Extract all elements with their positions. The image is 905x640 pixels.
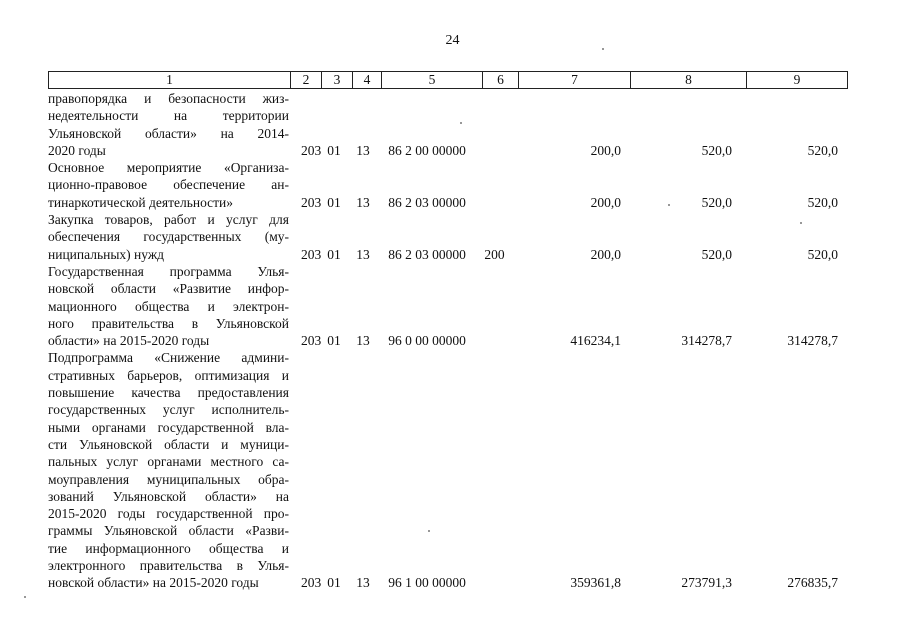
description-line: ционно-правовое обеспечение ан- bbox=[48, 177, 289, 193]
section-code: 01 bbox=[327, 246, 341, 262]
section-code: 01 bbox=[327, 194, 341, 210]
description-line: ниципальных) нужд bbox=[48, 246, 165, 262]
admin-code: 203 bbox=[301, 194, 322, 210]
amount-column-9: 520,0 bbox=[807, 194, 838, 210]
amount-column-9: 276835,7 bbox=[787, 575, 838, 591]
amount-column-8: 520,0 bbox=[701, 246, 732, 262]
section-code: 01 bbox=[327, 142, 341, 158]
subsection-code: 13 bbox=[356, 142, 370, 158]
description-line: обеспечения государственных (му- bbox=[48, 229, 289, 245]
column-header-6: 6 bbox=[483, 72, 519, 89]
description-line: электронного правительства в Улья- bbox=[48, 558, 289, 574]
description-line: Подпрограмма «Снижение админи- bbox=[48, 350, 289, 366]
target-article-code: 86 2 00 00000 bbox=[388, 142, 466, 158]
budget-table-body bbox=[48, 90, 838, 592]
scan-speck bbox=[602, 48, 604, 50]
row-description bbox=[48, 159, 289, 211]
section-code: 01 bbox=[327, 333, 341, 349]
scan-speck bbox=[800, 222, 802, 224]
section-code: 01 bbox=[327, 575, 341, 591]
row-description bbox=[48, 349, 289, 591]
target-article-code: 86 2 03 00000 bbox=[388, 194, 466, 210]
description-line: 2020 годы bbox=[48, 142, 106, 158]
column-header-5: 5 bbox=[382, 72, 483, 89]
description-line: новской области «Развитие инфор- bbox=[48, 281, 289, 297]
column-header-2: 2 bbox=[291, 72, 322, 89]
admin-code: 203 bbox=[301, 575, 322, 591]
subsection-code: 13 bbox=[356, 333, 370, 349]
description-line: ными органами государственной вла- bbox=[48, 419, 289, 435]
scan-speck bbox=[460, 122, 462, 124]
amount-column-8: 273791,3 bbox=[681, 575, 732, 591]
column-header-row bbox=[49, 72, 848, 89]
scan-speck bbox=[428, 530, 430, 532]
description-line: Государственная программа Улья- bbox=[48, 263, 289, 279]
description-line: мационного общества и электрон- bbox=[48, 298, 289, 314]
column-header-3: 3 bbox=[322, 72, 353, 89]
scan-speck bbox=[668, 204, 670, 206]
amount-column-9: 520,0 bbox=[807, 142, 838, 158]
page-number: 24 bbox=[445, 33, 460, 48]
amount-column-8: 314278,7 bbox=[681, 333, 732, 349]
description-line: граммы Ульяновской области «Разви- bbox=[48, 523, 289, 539]
description-line: тинаркотической деятельности» bbox=[48, 194, 234, 210]
table-row bbox=[48, 263, 838, 349]
subsection-code: 13 bbox=[356, 194, 370, 210]
amount-column-7: 200,0 bbox=[590, 142, 621, 158]
description-line: Ульяновской области» на 2014- bbox=[48, 125, 289, 141]
table-row bbox=[48, 349, 838, 591]
description-line: стративных барьеров, оптимизация и bbox=[48, 367, 289, 383]
expense-type-code: 200 bbox=[484, 246, 505, 262]
admin-code: 203 bbox=[301, 333, 322, 349]
amount-column-7: 416234,1 bbox=[570, 333, 621, 349]
amount-column-7: 200,0 bbox=[590, 194, 621, 210]
description-line: области» на 2015-2020 годы bbox=[48, 333, 210, 349]
description-line: зований Ульяновской области» на bbox=[48, 488, 289, 504]
amount-column-9: 314278,7 bbox=[787, 333, 838, 349]
row-description bbox=[48, 90, 289, 159]
amount-column-7: 200,0 bbox=[590, 246, 621, 262]
description-line: правопорядка и безопасности жиз- bbox=[48, 91, 289, 106]
description-line: государственных услуг исполнитель- bbox=[48, 402, 289, 418]
description-line: Основное мероприятие «Организа- bbox=[48, 160, 289, 176]
description-line: тие информационного общества и bbox=[48, 540, 289, 556]
description-line: новской области» на 2015-2020 годы bbox=[48, 575, 259, 591]
description-line: повышение качества предоставления bbox=[48, 385, 289, 401]
column-header-8: 8 bbox=[631, 72, 747, 89]
table-row bbox=[48, 90, 838, 159]
column-header-7: 7 bbox=[519, 72, 631, 89]
description-line: ного правительства в Ульяновской bbox=[48, 315, 289, 331]
amount-column-8: 520,0 bbox=[701, 142, 732, 158]
target-article-code: 86 2 03 00000 bbox=[388, 246, 466, 262]
scan-speck bbox=[24, 596, 26, 598]
column-header-1: 1 bbox=[49, 72, 291, 89]
target-article-code: 96 1 00 00000 bbox=[388, 575, 466, 591]
table-row bbox=[48, 211, 838, 263]
admin-code: 203 bbox=[301, 142, 322, 158]
amount-column-7: 359361,8 bbox=[570, 575, 621, 591]
target-article-code: 96 0 00 00000 bbox=[388, 333, 466, 349]
row-description bbox=[48, 211, 289, 263]
description-line: пальных услуг органами местного са- bbox=[48, 454, 289, 470]
amount-column-8: 520,0 bbox=[701, 194, 732, 210]
description-line: недеятельности на территории bbox=[48, 108, 289, 124]
column-header-9: 9 bbox=[747, 72, 848, 89]
column-header-table bbox=[48, 71, 848, 89]
row-description bbox=[48, 263, 289, 349]
admin-code: 203 bbox=[301, 246, 322, 262]
description-line: моуправления муниципальных обра- bbox=[48, 471, 289, 487]
table-row bbox=[48, 159, 838, 211]
description-line: 2015-2020 годы государственной про- bbox=[48, 506, 289, 522]
subsection-code: 13 bbox=[356, 246, 370, 262]
subsection-code: 13 bbox=[356, 575, 370, 591]
description-line: сти Ульяновской области и муници- bbox=[48, 436, 289, 452]
column-header-4: 4 bbox=[353, 72, 382, 89]
description-line: Закупка товаров, работ и услуг для bbox=[48, 212, 289, 228]
amount-column-9: 520,0 bbox=[807, 246, 838, 262]
